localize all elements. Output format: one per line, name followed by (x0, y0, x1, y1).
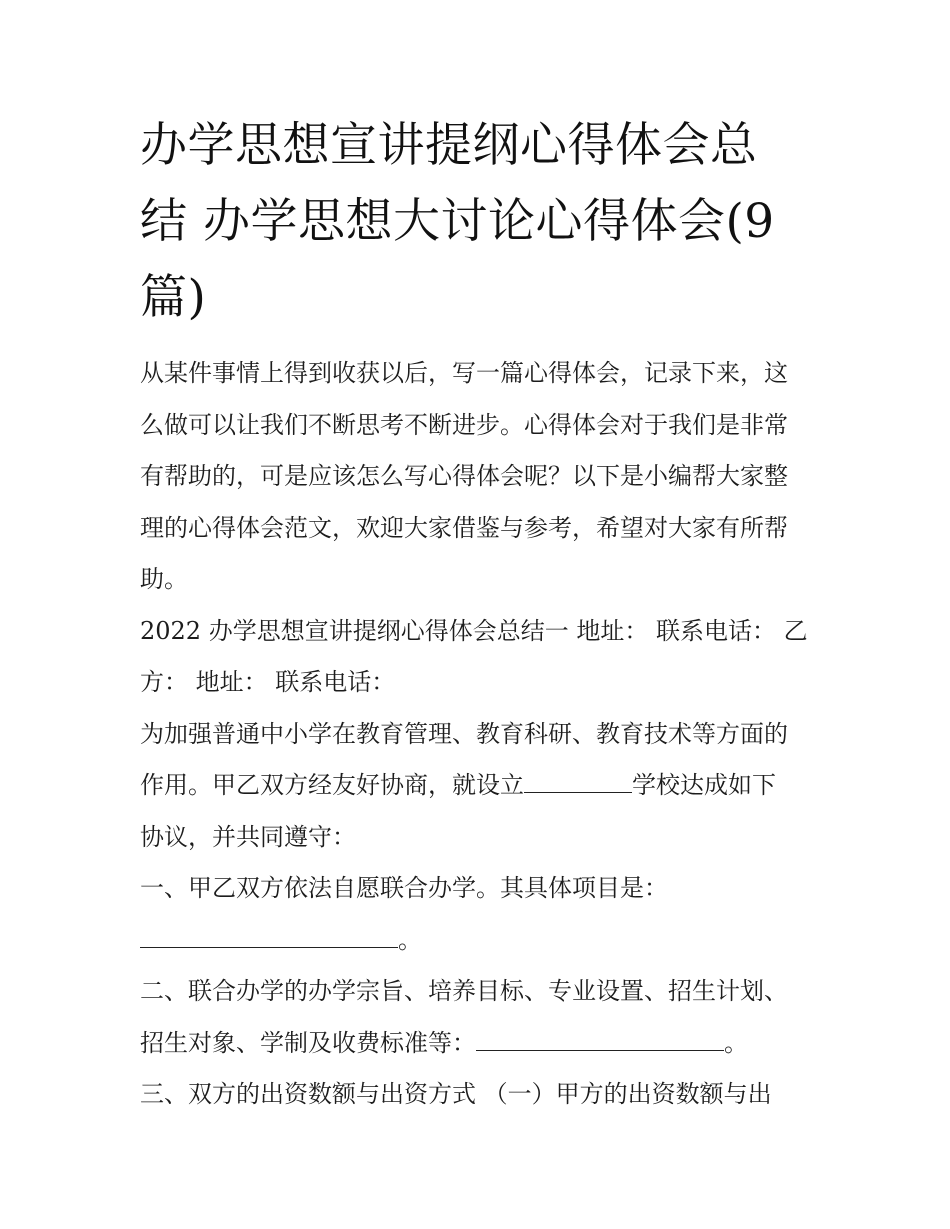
clause-3-line-1: 三、双方的出资数额与出资方式 （一）甲方的出资数额与出 (140, 1080, 772, 1108)
title-line-1: 办学思想宣讲提纲心得体会总 (140, 118, 758, 173)
clause-2 (140, 966, 820, 1069)
title-line-3: 篇) (140, 270, 207, 325)
agreement-line-1: 为加强普通中小学在教育管理、教育科研、教育技术等方面的 (140, 719, 788, 748)
clause-3 (140, 1069, 820, 1121)
agreement-line-2 (140, 760, 820, 812)
school-name-blank (524, 770, 632, 793)
section-heading-line-2: 方： 地址： 联系电话： (140, 668, 396, 696)
clause-2-line-1: 二、联合办学的办学宗旨、培养目标、专业设置、招生计划、 (140, 977, 788, 1005)
agreement-line-3: 协议，并共同遵守： (140, 822, 356, 851)
title-line-2: 结 办学思想大讨论心得体会(9 (140, 194, 775, 249)
intro-line-1: 从某件事情上得到收获以后，写一篇心得体会，记录下来，这 (140, 359, 788, 387)
intro-line-3: 有帮助的，可是应该怎么写心得体会呢？以下是小编帮大家整 (140, 462, 788, 490)
clause-1-line-2-after: 。 (398, 925, 422, 954)
section-heading-line-1: 2022 办学思想宣讲提纲心得体会总结一 地址： 联系电话： 乙 (140, 616, 808, 645)
document-title (140, 108, 820, 336)
clause-2-line-2 (140, 1018, 820, 1070)
intro-line-5: 助。 (140, 565, 188, 593)
clause-2-line-2-before: 招生对象、学制及收费标准等： (140, 1028, 476, 1057)
agreement-line-2-after: 学校达成如下 (632, 771, 776, 799)
intro-line-4: 理的心得体会范文，欢迎大家借鉴与参考，希望对大家有所帮 (140, 513, 788, 542)
clause-1-line-1: 一、甲乙双方依法自愿联合办学。其具体项目是： (140, 874, 668, 902)
clause-1 (140, 863, 820, 966)
intro-paragraph (140, 348, 820, 606)
document-page (140, 108, 820, 1121)
standards-blank (476, 1028, 724, 1051)
clause-1-line-2 (140, 915, 820, 967)
project-blank (140, 925, 398, 948)
clause-2-line-2-after: 。 (724, 1028, 748, 1057)
intro-line-2: 么做可以让我们不断思考不断进步。心得体会对于我们是非常 (140, 410, 788, 439)
agreement-paragraph (140, 709, 820, 864)
agreement-line-2-before: 作用。甲乙双方经友好协商，就设立 (140, 771, 524, 799)
section-heading (140, 606, 820, 709)
